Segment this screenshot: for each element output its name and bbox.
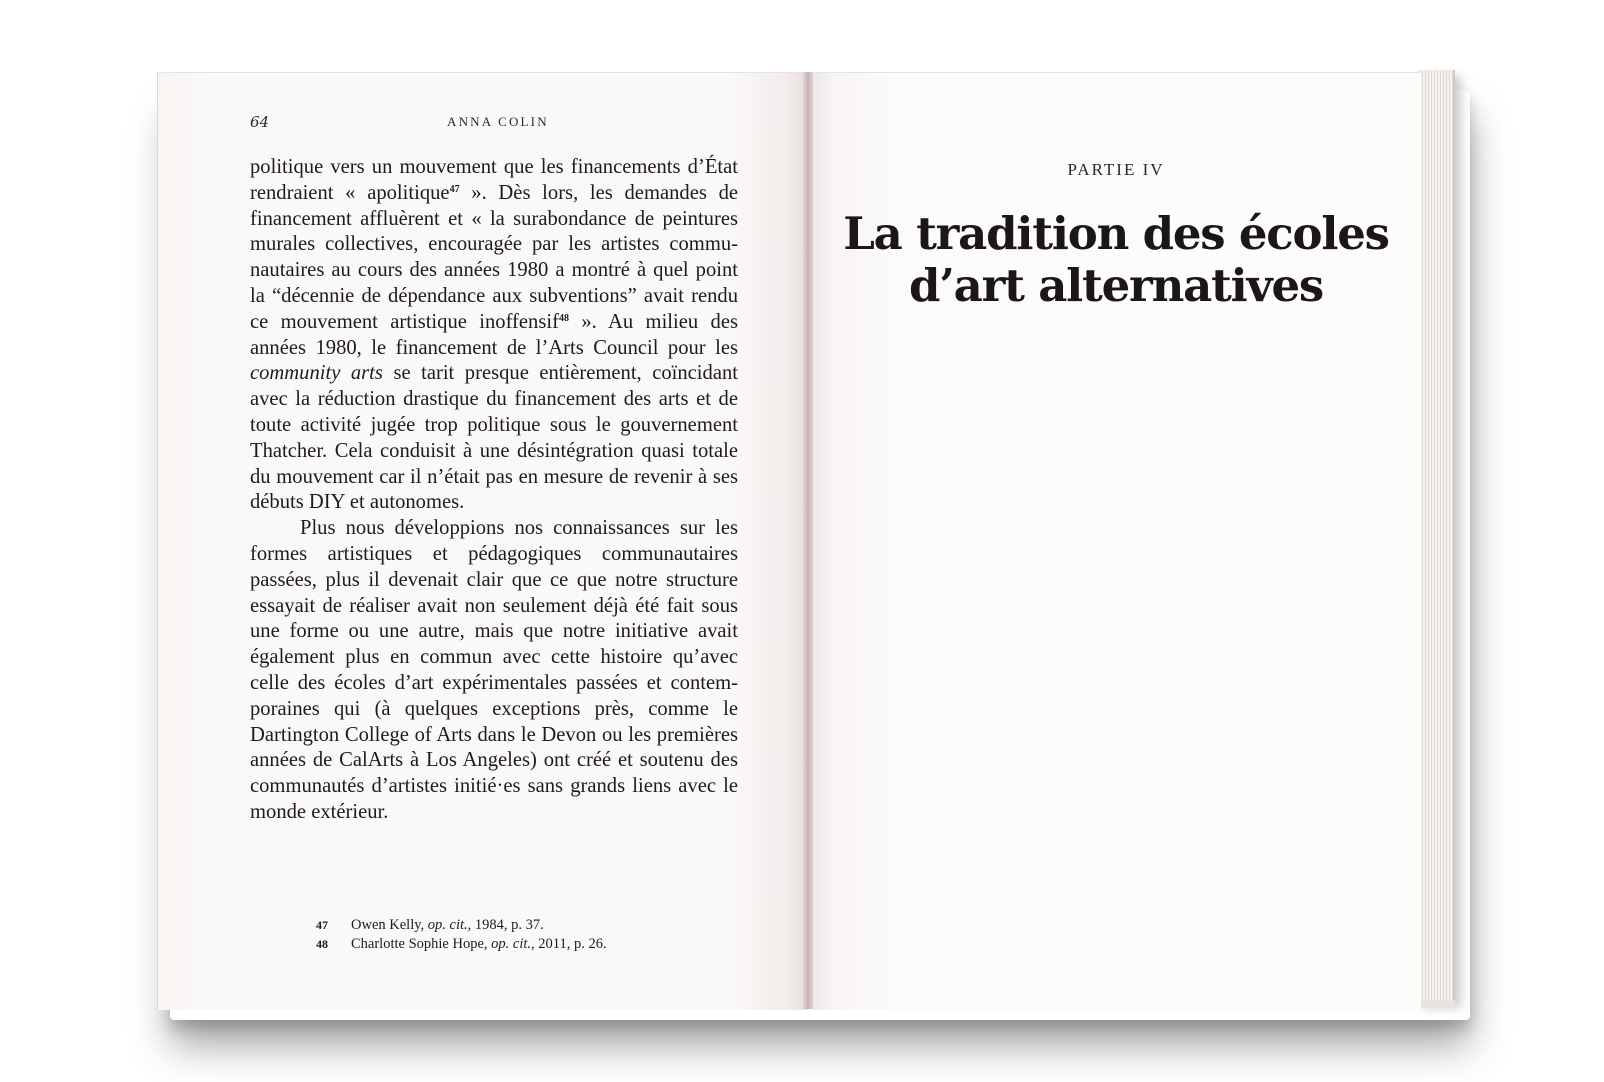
part-title-line: d’art alternatives (908, 259, 1324, 312)
footnote-47 (316, 916, 607, 935)
text-line: la “décennie de dépendance aux subventions” avait rendu (250, 284, 738, 307)
part-title (811, 208, 1421, 312)
text-line: rendraient « apolitique$^{47}$ ». Dès lors, les demandes de (250, 181, 739, 204)
page-edges (1417, 70, 1455, 1002)
footnote-number: 47 (316, 918, 328, 932)
text-line: community arts se tarit presque entièrement, coïncidant (250, 362, 738, 385)
page-number: 64 (250, 113, 270, 131)
running-head: ANNA COLIN (447, 114, 549, 129)
text-line: celle des écoles d’art expérimentales passées et contem- (250, 671, 738, 694)
text-line: Plus nous développions nos connaissances sur les (300, 517, 738, 540)
text-line: du mouvement car il n’était pas en mesure de revenir à ses (250, 465, 738, 488)
text-line: Dartington College of Arts dans le Devon ou les premières (250, 723, 738, 746)
text-line: débuts DIY et autonomes. (250, 491, 465, 514)
text-line: années 1980, le financement de l’Arts Council pour les (250, 336, 738, 359)
text-line: avec la réduction drastique du financement des arts et de (250, 388, 738, 411)
text-line: monde extérieur. (250, 800, 389, 823)
text-line: également plus en commun avec cette histoire qu’avec (250, 646, 738, 669)
footnote-ref-48: 48 (558, 312, 569, 324)
page-edge-bottom (1417, 1000, 1455, 1008)
footnote-number: 48 (316, 937, 328, 951)
footnote-text: Charlotte Sophie Hope, op. cit., 2011, p. 26. (351, 936, 607, 952)
footnote-48 (316, 935, 607, 954)
text-line: passées, plus il devenait clair que ce que notre structure (250, 568, 738, 591)
body-text (250, 155, 738, 826)
text-line: nautaires au cours des années 1980 a montré à quel point (250, 259, 738, 282)
text-line: communautés d’artistes initié·es sans grands liens avec le (250, 775, 738, 798)
paragraph-2 (250, 516, 738, 826)
paragraph-1 (250, 155, 738, 516)
part-title-line: La tradition des écoles (843, 207, 1389, 260)
text-line: une forme ou une autre, mais que notre initiative avait (250, 620, 738, 643)
text-line: politique vers un mouvement que les financements d’État (250, 156, 738, 178)
text-line: poraines qui (à quelques exceptions près, comme le (250, 697, 738, 720)
text-line: murales collectives, encouragée par les artistes commu- (250, 233, 738, 256)
footnote-ref-47: 47 (449, 183, 460, 195)
text-line: ce mouvement artistique inoffensif$^{48}$ ». Au milieu des (250, 310, 738, 333)
text-line: Thatcher. Cela conduisit à une désintégration quasi totale (250, 439, 738, 462)
text-line: toute activité jugée trop politique sous le gouvernement (250, 413, 738, 436)
text-line: financement affluèrent et « la surabondance de peintures (250, 207, 738, 230)
part-label: PARTIE IV (1067, 160, 1165, 179)
text-line: essayait de réaliser avait non seulement déjà été fait sous (250, 594, 738, 617)
text-line: années de CalArts à Los Angeles) ont créé et soutenu des (250, 749, 738, 772)
footnotes (316, 916, 607, 954)
footnote-text: Owen Kelly, op. cit., 1984, p. 37. (351, 917, 544, 933)
text-line: formes artistiques et pédagogiques communautaires (250, 542, 738, 565)
